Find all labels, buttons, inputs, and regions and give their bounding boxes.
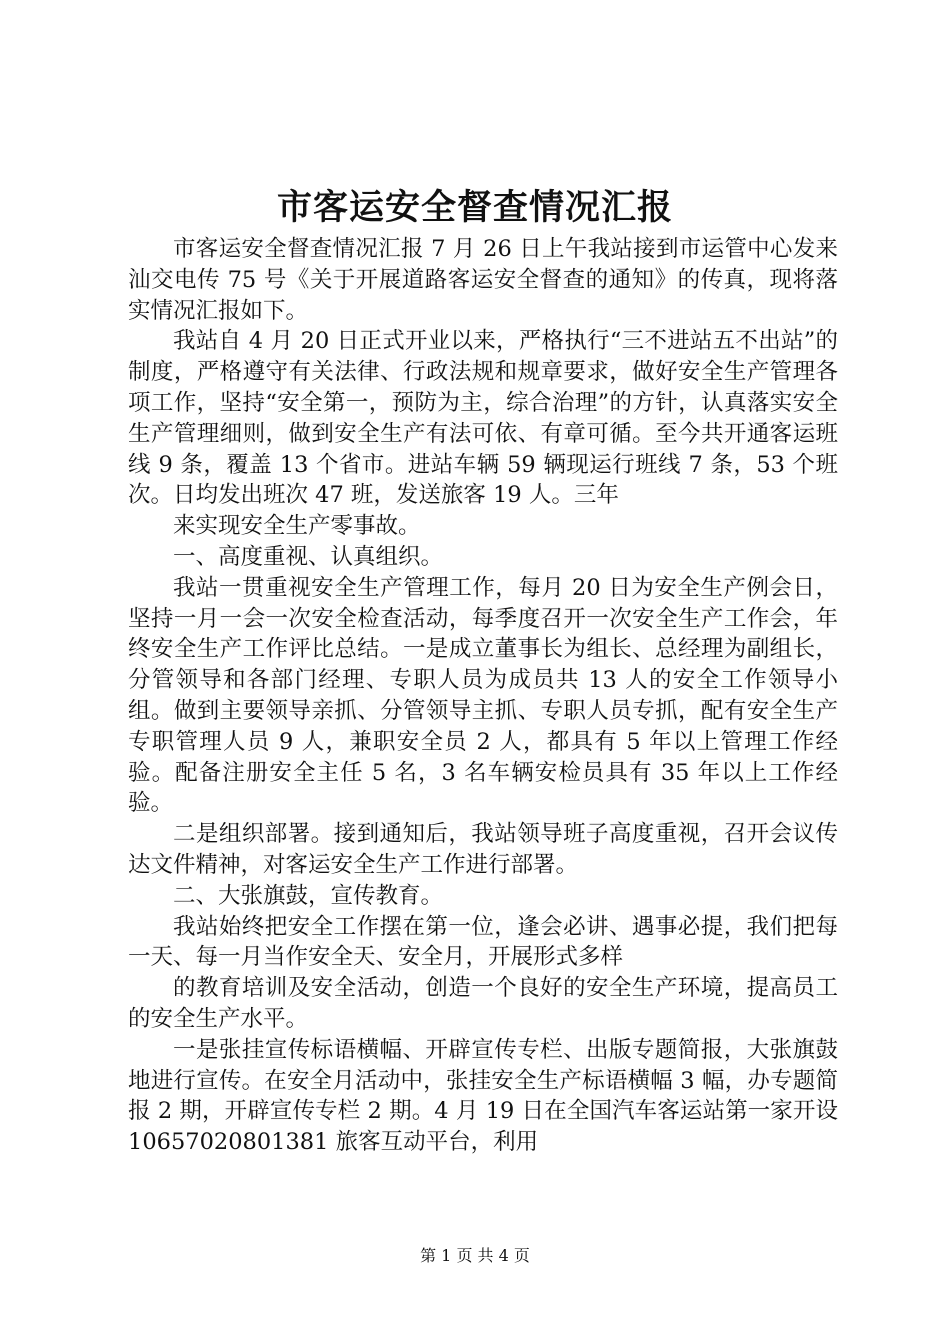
paragraph-intro: 市客运安全督查情况汇报 7 月 26 日上午我站接到市运管中心发来汕交电传 75 号《关于开展道路客运安全督查的通知》的传真，现将落实情况汇报如下。 (128, 236, 838, 324)
paragraph-deployment: 二是组织部署。接到通知后，我站领导班子高度重视，召开会议传达文件精神，对客运安全生产工作进行部署。 (128, 821, 838, 878)
section-heading-1: 一、高度重视、认真组织。 (173, 543, 444, 570)
paragraph-opening-summary: 我站自 4 月 20 日正式开业以来，严格执行“三不进站五不出站”的制度，严格遵守有关法律、行政法规和规章要求，做好安全生产管理各项工作，坚持“安全第一，预防为主，综合治理”的方针，认真落实安全生产管理细则，做到安全生产有法可依、有章可循。至今共开通客运班线 9 条，覆盖 13 个省市。进站车辆 59 辆现运行班线 7 条，53 个班次。日均发出班次 47 班，发送旅客 19 人。三年 (128, 328, 838, 509)
paragraph-education-b: 的教育培训及安全活动，创造一个良好的安全生产环境，提高员工的安全生产水平。 (128, 975, 838, 1032)
paragraph-education-a: 我站始终把安全工作摆在第一位，逢会必讲、遇事必提，我们把每一天、每一月当作安全天、安全月，开展形式多样 (128, 913, 838, 971)
document-body (128, 234, 838, 1158)
page-footer: 第 1 页 共 4 页 (420, 1246, 530, 1265)
paragraph-publicity: 一是张挂宣传标语横幅、开辟宣传专栏、出版专题简报，大张旗鼓地进行宣传。在安全月活动中，张挂安全生产标语横幅 3 幅，办专题简报 2 期，开辟宣传专栏 2 期。4 月 19 日在全国汽车客运站第一家开设 10657020801381 旅客互动平台，利用 (128, 1036, 838, 1156)
paragraph-organization: 我站一贯重视安全生产管理工作，每月 20 日为安全生产例会日，坚持一月一会一次安全检查活动，每季度召开一次安全生产工作会，年终安全生产工作评比总结。一是成立董事长为组长、总经理为副组长，分管领导和各部门经理、专职人员为成员共 13 人的安全工作领导小组。做到主要领导亲抓、分管领导主抓、专职人员专抓，配有安全生产专职管理人员 9 人，兼职安全员 2 人，都具有 5 年以上管理工作经验。配备注册安全主任 5 名，3 名车辆安检员具有 35 年以上工作经验。 (128, 574, 838, 817)
section-heading-2: 二、大张旗鼓，宣传教育。 (173, 882, 444, 909)
paragraph-zero-accident: 来实现安全生产零事故。 (173, 513, 421, 540)
document-title: 市客运安全督查情况汇报 (276, 187, 673, 228)
